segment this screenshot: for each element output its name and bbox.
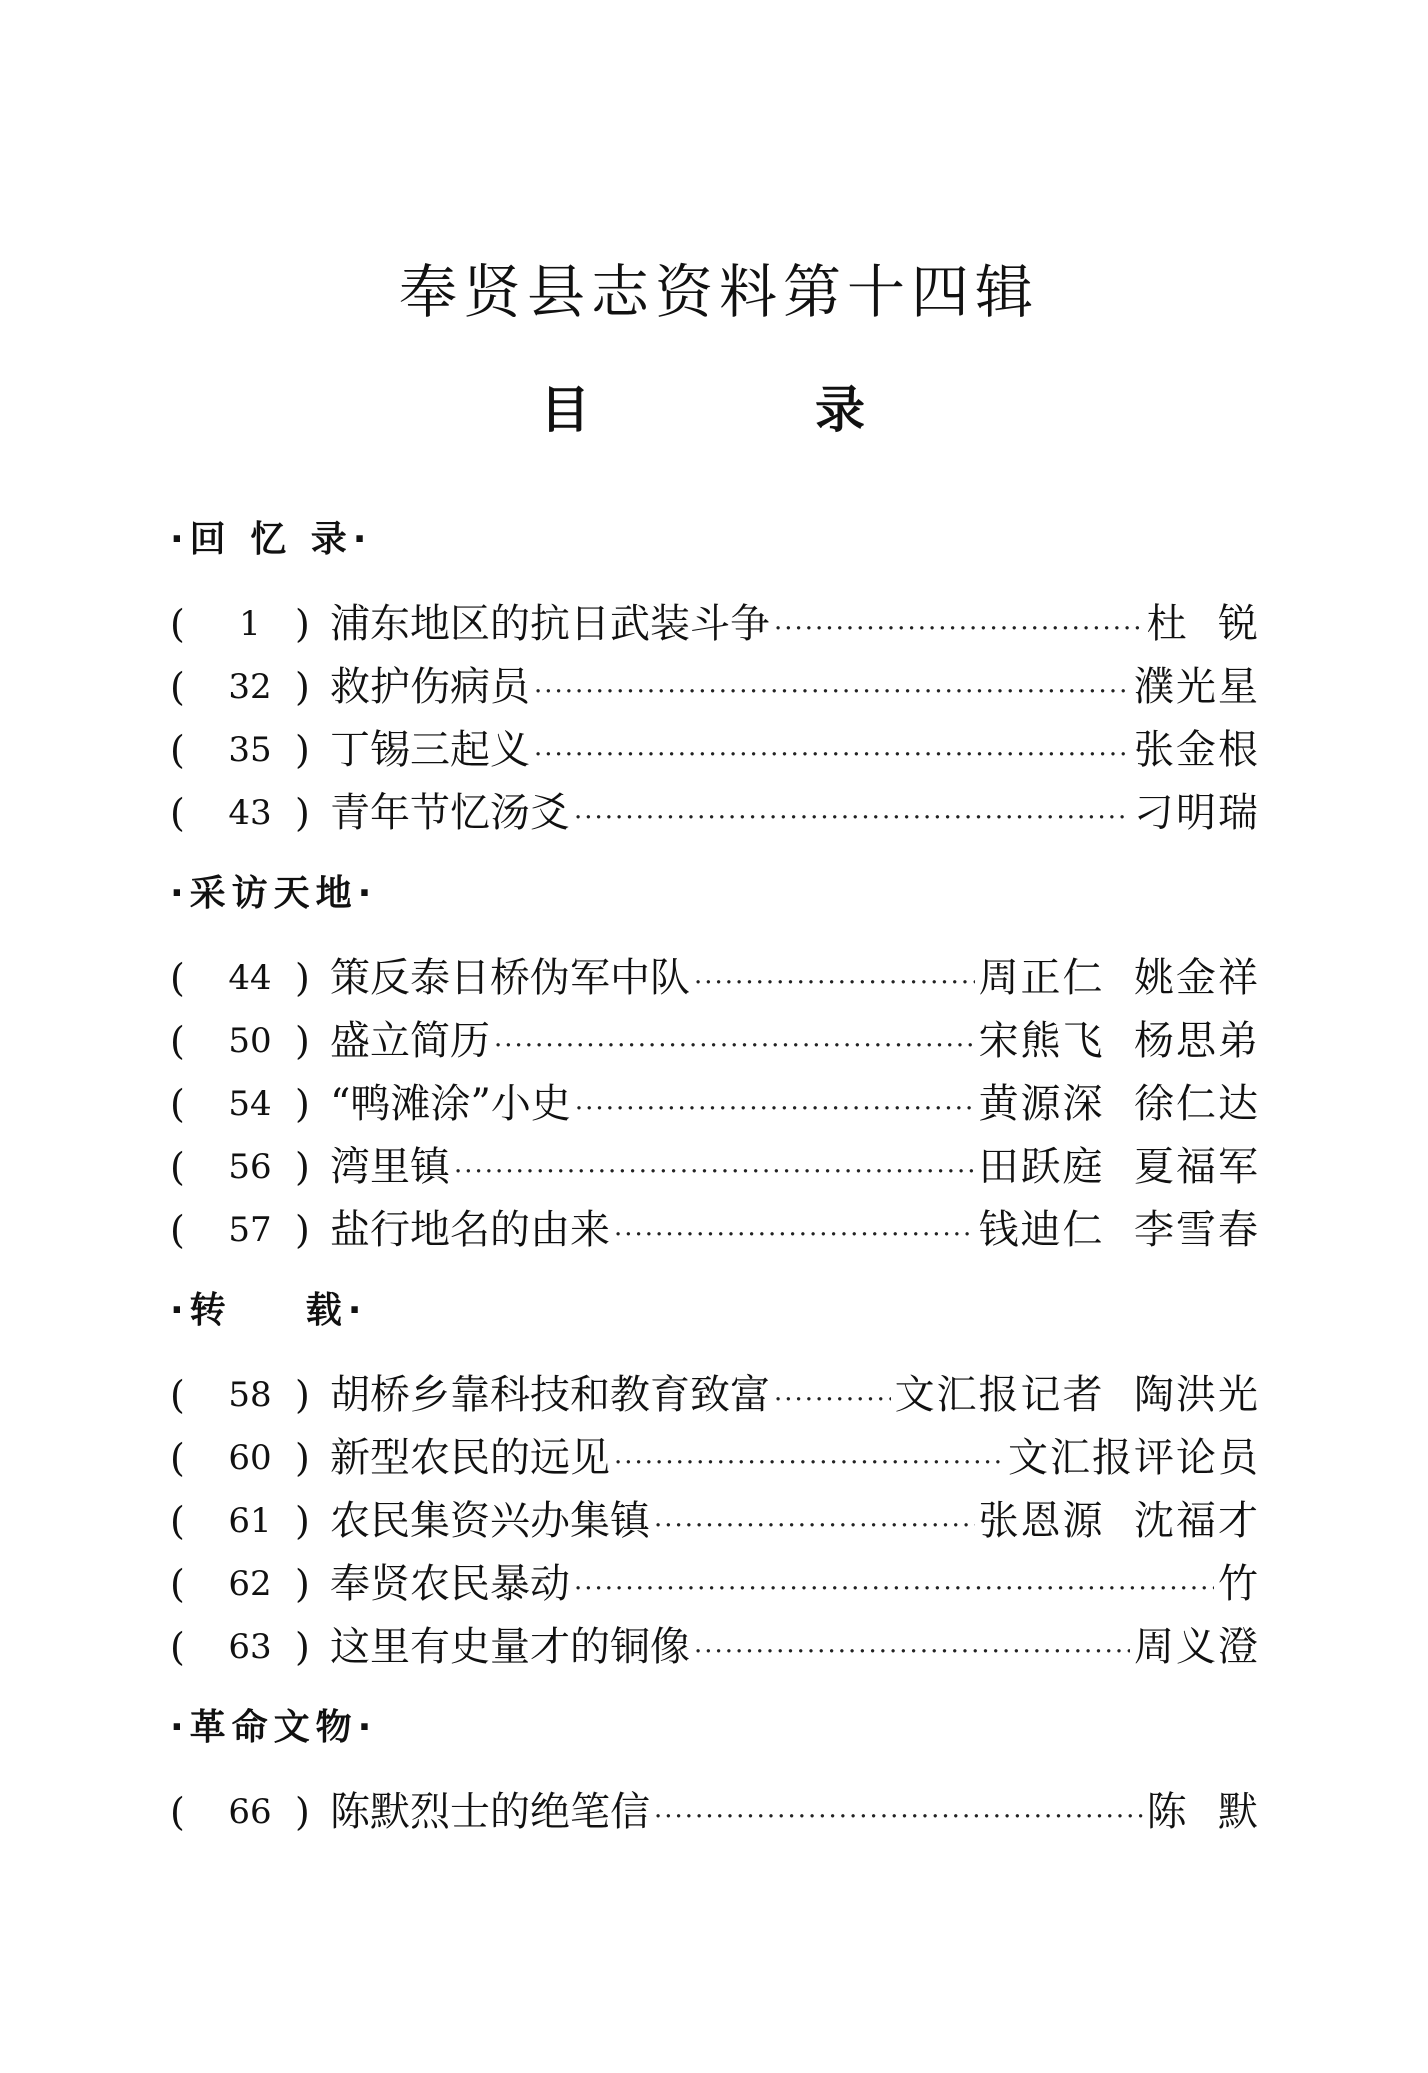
dot-leader <box>494 1015 975 1078</box>
dot-leader <box>614 1432 1004 1495</box>
entry-body <box>330 782 1260 850</box>
entry-title: 浦东地区的抗日武装斗争 <box>330 601 770 647</box>
close-paren: ) <box>295 1436 310 1480</box>
entry-page-number: 1 <box>239 604 261 644</box>
toc-section <box>170 1703 1260 1844</box>
close-paren: ) <box>295 1790 310 1834</box>
entry-page-number: 57 <box>228 1210 272 1250</box>
toc-entry[interactable] <box>170 1073 1260 1136</box>
open-paren: ( <box>170 1499 185 1543</box>
close-paren: ) <box>295 728 310 772</box>
open-paren: ( <box>170 1562 185 1606</box>
entry-author: 宋熊飞 杨思弟 <box>978 1018 1260 1064</box>
close-paren: ) <box>295 956 310 1000</box>
section-heading: ·革命文物· <box>170 1707 378 1748</box>
entry-author: 陈 默 <box>1146 1789 1260 1835</box>
close-paren: ) <box>295 1145 310 1189</box>
open-paren: ( <box>170 602 185 646</box>
toc-heading <box>0 370 1428 440</box>
entry-author: 钱迪仁 李雪春 <box>978 1207 1260 1253</box>
entry-body <box>330 656 1260 724</box>
entry-title: 策反泰日桥伪军中队 <box>330 955 690 1001</box>
open-paren: ( <box>170 665 185 709</box>
toc-section <box>170 869 1260 1262</box>
open-paren: ( <box>170 1373 185 1417</box>
entry-body <box>330 1136 1260 1204</box>
dot-leader <box>534 724 1130 787</box>
entry-title: 陈默烈士的绝笔信 <box>330 1789 650 1835</box>
entry-body <box>330 1616 1260 1684</box>
entry-body <box>330 593 1260 661</box>
dot-leader <box>654 1495 975 1558</box>
entry-author: 刁明瑞 <box>1134 790 1260 836</box>
close-paren: ) <box>295 1019 310 1063</box>
toc-entry[interactable] <box>170 1781 1260 1844</box>
entry-body <box>330 719 1260 787</box>
entry-page-number: 44 <box>228 958 272 998</box>
entry-title: “鸭滩涂”小史 <box>330 1081 571 1127</box>
open-paren: ( <box>170 1019 185 1063</box>
entry-page-number: 61 <box>228 1501 272 1541</box>
close-paren: ) <box>295 791 310 835</box>
entry-page-number: 50 <box>228 1021 272 1061</box>
close-paren: ) <box>295 602 310 646</box>
entry-author: 杜 锐 <box>1146 601 1260 647</box>
close-paren: ) <box>295 1499 310 1543</box>
toc-entry[interactable] <box>170 1199 1260 1262</box>
close-paren: ) <box>295 1082 310 1126</box>
entry-author: 田跃庭 夏福军 <box>978 1144 1260 1190</box>
toc-entry[interactable] <box>170 719 1260 782</box>
toc-entry[interactable] <box>170 1364 1260 1427</box>
close-paren: ) <box>295 1373 310 1417</box>
entry-author: 黄源深 徐仁达 <box>978 1081 1260 1127</box>
entry-body <box>330 1364 1260 1432</box>
dot-leader <box>574 1558 1214 1621</box>
entry-page-number: 54 <box>228 1084 272 1124</box>
entry-title: 盛立简历 <box>330 1018 490 1064</box>
entry-page-number: 62 <box>228 1564 272 1604</box>
dot-leader <box>774 598 1143 661</box>
entry-body <box>330 1781 1260 1849</box>
entry-author: 张恩源 沈福才 <box>978 1498 1260 1544</box>
entry-title: 这里有史量才的铜像 <box>330 1624 690 1670</box>
entry-body <box>330 1427 1260 1495</box>
entry-body <box>330 1490 1260 1558</box>
dot-leader <box>614 1204 975 1267</box>
entry-title: 青年节忆汤爻 <box>330 790 570 836</box>
toc-section <box>170 1286 1260 1679</box>
entry-title: 新型农民的远见 <box>330 1435 610 1481</box>
toc-heading-char-2: 录 <box>815 381 865 439</box>
open-paren: ( <box>170 1790 185 1834</box>
toc-entry[interactable] <box>170 1490 1260 1553</box>
close-paren: ) <box>295 1625 310 1669</box>
entry-author: 周义澄 <box>1134 1624 1260 1670</box>
entry-author: 濮光星 <box>1134 664 1260 710</box>
toc-entry[interactable] <box>170 947 1260 1010</box>
entry-title: 农民集资兴办集镇 <box>330 1498 650 1544</box>
entry-page-number: 32 <box>228 667 272 707</box>
open-paren: ( <box>170 1145 185 1189</box>
entry-page-number: 35 <box>228 730 272 770</box>
open-paren: ( <box>170 956 185 1000</box>
table-of-contents <box>170 515 1260 1844</box>
entry-title: 湾里镇 <box>330 1144 450 1190</box>
toc-entry[interactable] <box>170 782 1260 845</box>
entry-body <box>330 1199 1260 1267</box>
toc-heading-char-1: 目 <box>540 381 590 439</box>
entry-page-number: 60 <box>228 1438 272 1478</box>
entry-author: 竹 <box>1218 1561 1260 1607</box>
toc-entry[interactable] <box>170 1427 1260 1490</box>
entry-page-number: 66 <box>228 1792 272 1832</box>
dot-leader <box>454 1141 975 1204</box>
entry-page-number: 56 <box>228 1147 272 1187</box>
toc-entry[interactable] <box>170 656 1260 719</box>
open-paren: ( <box>170 1208 185 1252</box>
toc-entry[interactable] <box>170 1010 1260 1073</box>
open-paren: ( <box>170 1082 185 1126</box>
dot-leader <box>534 661 1130 724</box>
section-heading: ·转 载· <box>170 1290 368 1331</box>
entry-page-number: 58 <box>228 1375 272 1415</box>
entry-author: 文汇报评论员 <box>1008 1435 1260 1481</box>
section-heading: ·回 忆 录· <box>170 519 373 560</box>
close-paren: ) <box>295 1562 310 1606</box>
dot-leader <box>574 787 1130 850</box>
dot-leader <box>774 1369 891 1432</box>
entry-title: 盐行地名的由来 <box>330 1207 610 1253</box>
toc-entry[interactable] <box>170 593 1260 656</box>
document-title: 奉贤县志资料第十四辑 <box>398 258 1039 326</box>
entry-body <box>330 1073 1260 1141</box>
open-paren: ( <box>170 1625 185 1669</box>
entry-title: 奉贤农民暴动 <box>330 1561 570 1607</box>
dot-leader <box>575 1078 975 1141</box>
section-heading: ·采访天地· <box>170 873 378 914</box>
open-paren: ( <box>170 1436 185 1480</box>
toc-section <box>170 515 1260 845</box>
entry-title: 胡桥乡靠科技和教育致富 <box>330 1372 770 1418</box>
dot-leader <box>654 1786 1143 1849</box>
dot-leader <box>694 1621 1130 1684</box>
entry-title: 救护伤病员 <box>330 664 530 710</box>
entry-body <box>330 1553 1260 1621</box>
entry-author: 张金根 <box>1134 727 1260 773</box>
dot-leader <box>694 952 975 1015</box>
entry-page-number: 43 <box>228 793 272 833</box>
toc-entry[interactable] <box>170 1553 1260 1616</box>
toc-entry[interactable] <box>170 1616 1260 1679</box>
close-paren: ) <box>295 1208 310 1252</box>
entry-body <box>330 947 1260 1015</box>
open-paren: ( <box>170 728 185 772</box>
open-paren: ( <box>170 791 185 835</box>
entry-body <box>330 1010 1260 1078</box>
entry-author: 周正仁 姚金祥 <box>978 955 1260 1001</box>
entry-page-number: 63 <box>228 1627 272 1667</box>
entry-title: 丁锡三起义 <box>330 727 530 773</box>
entry-author: 文汇报记者 陶洪光 <box>894 1372 1260 1418</box>
close-paren: ) <box>295 665 310 709</box>
toc-entry[interactable] <box>170 1136 1260 1199</box>
